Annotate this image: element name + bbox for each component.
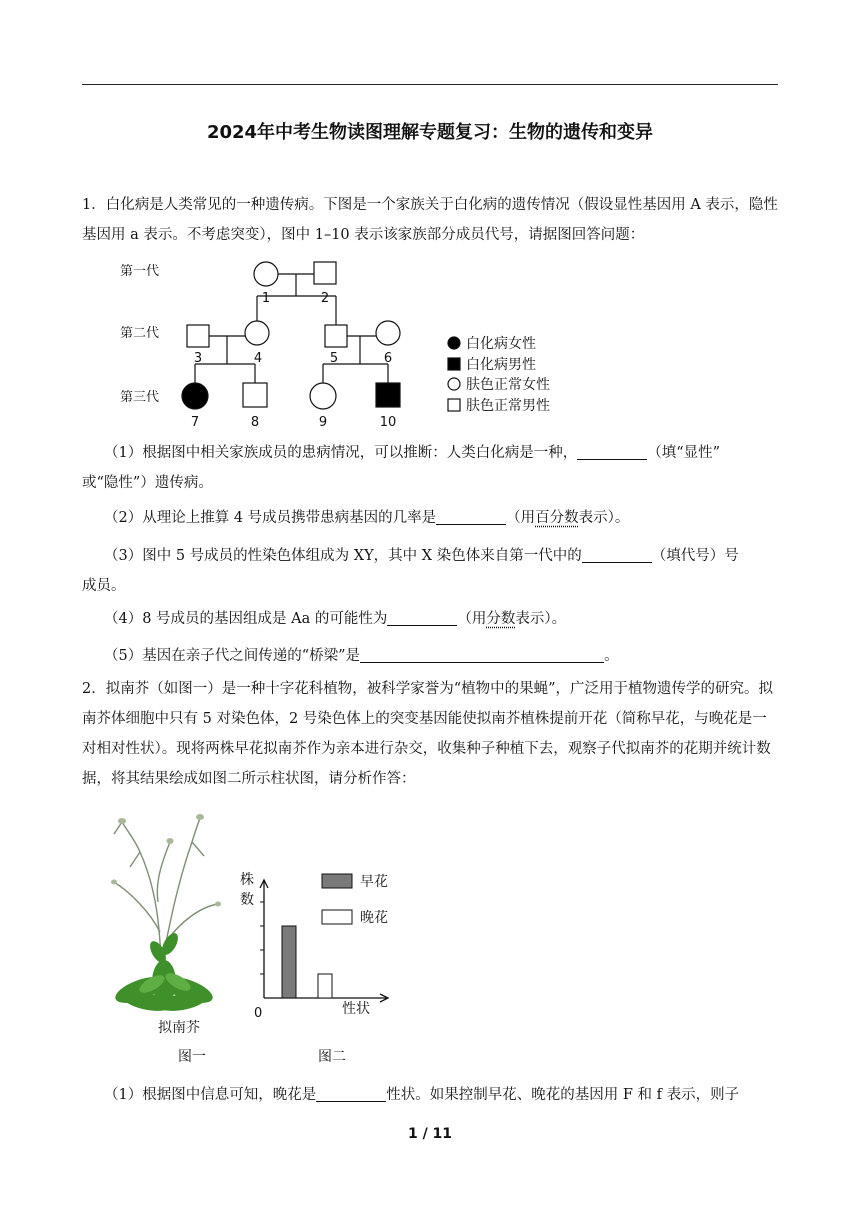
q1-sub1-cont: 或“隐性”）遗传病。 xyxy=(82,475,213,491)
member-10: 10 xyxy=(379,415,397,430)
member-8: 8 xyxy=(250,415,260,430)
y-axis-label-1: 株 xyxy=(240,872,254,888)
q1-sub4: （4）8 号成员的基因组成是 Aa 的可能性为 （用分数表示）。 xyxy=(104,611,567,627)
member-4: 4 xyxy=(253,351,263,366)
flowering-bar-chart xyxy=(236,862,426,1030)
legend-swatch-late xyxy=(322,910,352,924)
q1-sub3-cont: 成员。 xyxy=(82,578,126,594)
legend-label-early: 早花 xyxy=(360,874,388,890)
y-axis-label-2: 数 xyxy=(240,892,254,908)
fig1-label: 拟南芥 xyxy=(158,1020,200,1036)
gen3-label: 第三代 xyxy=(120,390,160,405)
answer-blank-1[interactable] xyxy=(577,443,647,460)
member-1: 1 xyxy=(261,291,271,306)
legend-albino-male: 白化病男性 xyxy=(466,357,536,373)
legend-normal-female: 肤色正常女性 xyxy=(466,377,550,393)
fig2-caption: 图二 xyxy=(318,1049,346,1065)
member-9: 9 xyxy=(318,415,328,430)
q1-sub2: （2）从理论上推算 4 号成员携带患病基因的几率是 （用百分数表示）。 xyxy=(104,510,630,526)
q2-stem: 2．拟南芥（如图一）是一种十字花科植物，被科学家誉为“植物中的果蝇”，广泛用于植物遗传学的研究。拟南芥体细胞中只有 5 对染色体，2 号染色体上的突变基因能使拟南芥植株提前开花（简称早花，与晚花是一对相对性状）。现将两株早花拟南芥作为亲本进行杂交，收集种子种植下去，观察子代拟南芥的花期并统计数据，将其结果绘成如图二所示柱状图，请分析作答： xyxy=(82,681,774,787)
q1-sub5: （5）基因在亲子代之间传递的“桥梁”是 。 xyxy=(104,648,619,664)
legend-label-late: 晚花 xyxy=(360,910,388,926)
origin-label: 0 xyxy=(254,1006,263,1021)
member-5: 5 xyxy=(329,351,339,366)
fig1-caption: 图一 xyxy=(178,1049,206,1065)
page-number: 1 / 11 xyxy=(407,1126,453,1142)
q1-stem: 1．白化病是人类常见的一种遗传病。下图是一个家族关于白化病的遗传情况（假设显性基因用 A 表示，隐性基因用 a 表示。不考虑突变），图中 1–10 表示该家族部分成员代号，请据图回答问题： xyxy=(82,197,778,243)
emphasis-dots-1: 百分数 xyxy=(535,510,579,526)
member-3: 3 xyxy=(193,351,203,366)
x-axis-label: 性状 xyxy=(342,1001,370,1017)
pedigree-figure xyxy=(110,254,590,434)
member-6: 6 xyxy=(383,351,393,366)
legend-normal-male: 肤色正常男性 xyxy=(466,398,550,414)
header-rule xyxy=(82,84,778,85)
legend-swatch-early xyxy=(322,874,352,888)
bar-early xyxy=(282,926,296,998)
gen1-label: 第一代 xyxy=(120,264,160,279)
member-2: 2 xyxy=(320,291,330,306)
answer-blank-2[interactable] xyxy=(436,508,506,525)
answer-blank-4[interactable] xyxy=(387,609,457,626)
bar-late xyxy=(318,974,332,998)
member-7: 7 xyxy=(190,415,200,430)
q2-sub1: （1）根据图中信息可知，晚花是 性状。如果控制早花、晚花的基因用 F 和 f 表示，则子 xyxy=(104,1087,740,1103)
emphasis-dots-2: 分数 xyxy=(486,611,516,627)
answer-blank-6[interactable] xyxy=(316,1085,386,1102)
gen2-label: 第二代 xyxy=(120,326,160,341)
q1-sub1: （1）根据图中相关家族成员的患病情况，可以推断：人类白化病是一种， （填“显性” xyxy=(104,445,721,461)
answer-blank-3[interactable] xyxy=(582,546,652,563)
answer-blank-5[interactable] xyxy=(360,646,604,663)
arabidopsis-illustration xyxy=(100,812,230,1042)
legend-albino-female: 白化病女性 xyxy=(466,336,536,352)
q1-sub3: （3）图中 5 号成员的性染色体组成为 XY，其中 X 染色体来自第一代中的 （填代号）号 xyxy=(104,548,739,564)
page-title: 2024年中考生物读图理解专题复习：生物的遗传和变异 xyxy=(206,122,654,143)
